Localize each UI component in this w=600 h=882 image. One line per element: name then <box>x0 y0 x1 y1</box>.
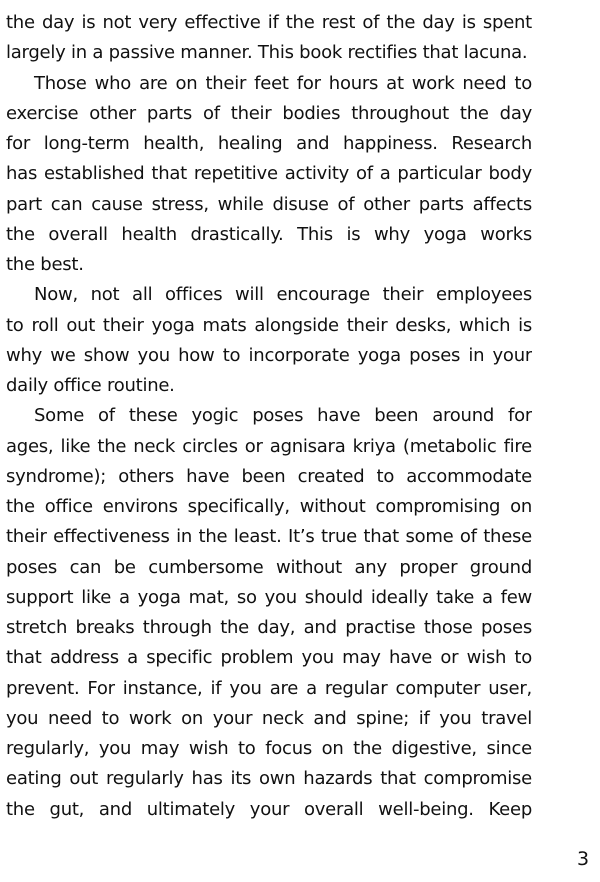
text-line: daily office routine. <box>6 375 175 396</box>
text-line: part can cause stress, while disuse of other parts affects <box>6 193 532 215</box>
text-line: you need to work on your neck and spine; if you travel <box>6 707 532 729</box>
text-line: the overall health drastically. This is why yoga works <box>6 223 532 245</box>
text-line: stretch breaks through the day, and practise those poses <box>6 617 532 638</box>
text-line: eating out regularly has its own hazards that compromise <box>6 768 532 790</box>
text-line: the office environs specifically, without compromising on <box>6 496 532 517</box>
paragraph-first-line: Some of these yogic poses have been around for <box>34 405 532 427</box>
text-line: that address a specific problem you may have or wish to <box>6 647 532 669</box>
text-line: the best. <box>6 254 84 275</box>
text-line: support like a yoga mat, so you should ideally take a few <box>6 586 532 608</box>
text-line: ages, like the neck circles or agnisara kriya (metabolic fire <box>6 435 532 457</box>
text-line: regularly, you may wish to focus on the digestive, since <box>6 738 532 759</box>
text-line: has established that repetitive activity of a particular body <box>6 163 532 185</box>
text-line: their effectiveness in the least. It’s true that some of these <box>6 526 532 548</box>
paragraph-first-line: Now, not all offices will encourage their employees <box>34 284 532 306</box>
text-line: exercise other parts of their bodies throughout the day <box>6 102 532 124</box>
text-line: why we show you how to incorporate yoga poses in your <box>6 344 532 366</box>
text-line: for long-term health, healing and happiness. Research <box>6 133 532 154</box>
paragraph-first-line: Those who are on their feet for hours at work need to <box>34 72 532 94</box>
text-line: largely in a passive manner. This book rectifies that lacuna. <box>6 42 528 64</box>
text-line: the gut, and ultimately your overall well-being. Keep <box>6 798 532 820</box>
text-line: prevent. For instance, if you are a regular computer user, <box>6 677 532 699</box>
body-text <box>6 8 532 825</box>
text-line: poses can be cumbersome without any proper ground <box>6 556 532 578</box>
text-line: to roll out their yoga mats alongside their desks, which is <box>6 314 532 336</box>
text-line: syndrome); others have been created to accommodate <box>6 465 532 487</box>
page-number: 3 <box>577 848 590 870</box>
text-line: the day is not very effective if the rest of the day is spent <box>6 12 532 33</box>
